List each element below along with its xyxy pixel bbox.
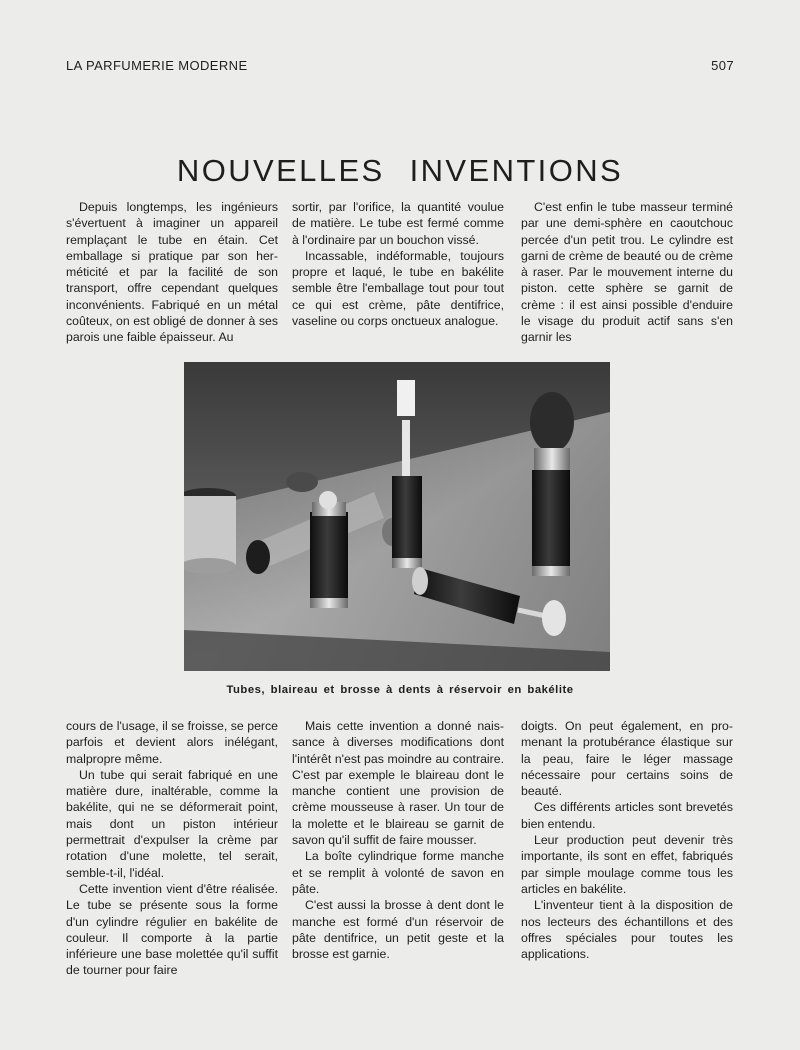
paragraph: Depuis longtemps, les ingénieurs s'évertuent à imaginer un appareil remplaçant le tube en étain. Cet emballage si pratique par son herméticité et par la facilité de son transport, offre cependant quelques inconvénients. Fabriqué en un métal coûteux, on est obligé de donner à ses parois une faible épaisseur. Au [66,200,278,345]
paragraph: doigts. On peut également, en promenant la protubérance élastique sur la peau, faire le léger massage nécessaire pour certains soins de beauté. [521,719,733,799]
product-photograph [184,362,610,671]
column-2-bottom [292,718,504,962]
paragraph: Ces différents articles sont brevetés bien entendu. [521,800,733,831]
paragraph: Incassable, indéformable, toujours propre et laqué, le tube en bakélite semble être l'emballage tout pour tout ce qui est crème, pâte dentifrice, vaseline ou corps onctueux analogue. [292,248,504,329]
column-3-top [521,199,733,346]
paragraph: L'inventeur tient à la disposition de nos lecteurs des échantillons et des offres spéciales pour toutes les applications. [521,898,733,962]
paragraph: C'est enfin le tube masseur terminé par une demi-sphère en caoutchouc percée d'un petit trou. Le cylindre est garni de crème de beauté ou de crème à raser. Par le mouvement interne du piston. cette sphère se garnit de crème : il est ainsi possible d'enduire le visage du produit actif sans s'en garnir les [521,200,733,345]
article-title: NOUVELLES INVENTIONS [176,152,624,188]
column-3-bottom [521,718,733,962]
photo-caption: Tubes, blaireau et brosse à dents à réservoir en bakélite [226,684,574,696]
column-1-bottom [66,718,278,979]
column-1-top [66,199,278,346]
paragraph: Un tube qui serait fabriqué en une matière dure, inaltérable, comme la bakélite, qui ne se déformerait point, mais dont un piston intérieur permettrait d'expulser la crème par rotation d'une molette, tel serait, semble-t-il, l'idéal. [66,767,278,880]
running-head [66,58,734,73]
paragraph: cours de l'usage, il se froisse, se perce parfois et devient alors inélégant, malpropre même. [66,719,278,766]
paragraph: sortir, par l'orifice, la quantité voulue de matière. Le tube est fermé comme à l'ordinaire par un bouchon vissé. [292,200,504,247]
paragraph: Leur production peut devenir très importante, ils sont en effet, fabriqués par simple moulage comme tous les articles en bakélite. [521,833,733,896]
paragraph: C'est aussi la brosse à dent dont le manche est formé d'un réservoir de pâte dentifrice, un petit geste et la brosse est garnie. [292,898,504,962]
page-number: 507 [711,58,734,73]
product-photo-illustration [184,362,610,671]
paragraph: La boîte cylindrique forme manche et se remplit à volonté de savon en pâte. [292,849,504,896]
column-2-top [292,199,504,329]
paragraph: Cette invention vient d'être réalisée. Le tube se présente sous la forme d'un cylindre régulier en bakélite de couleur. Il comporte à la partie inférieure une base molettée qu'il suffit de tourner pour faire [66,881,278,978]
paragraph: Mais cette invention a donné naissance à diverses modifications dont l'intérêt n'est pas moindre au contraire. C'est par exemple le blaireau dont le manche contient une provision de crème mousseuse à raser. Un tour de la molette et le blaireau se garnit de savon qu'il suffit de faire mousser. [292,719,504,848]
journal-title: LA PARFUMERIE MODERNE [66,58,248,73]
